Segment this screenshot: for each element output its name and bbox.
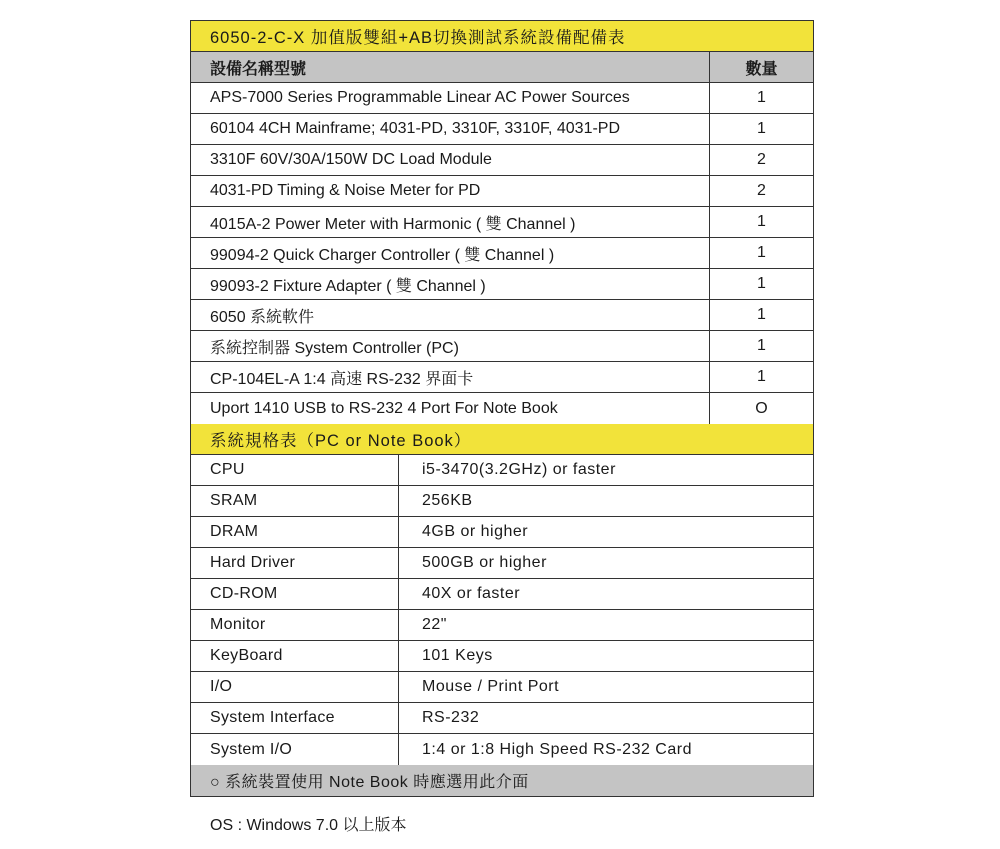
- spec-value: 22": [422, 616, 447, 633]
- spec-key: Hard Driver: [191, 548, 399, 578]
- equipment-name: APS-7000 Series Programmable Linear AC Power Sources: [191, 83, 710, 113]
- equipment-qty: 1: [757, 275, 766, 292]
- spec-row: [191, 579, 813, 610]
- spec-row: [191, 517, 813, 548]
- equipment-header-row: [191, 52, 813, 83]
- equipment-spec-sheet: [190, 20, 814, 797]
- spec-key: SRAM: [191, 486, 399, 516]
- equipment-row: [191, 238, 813, 269]
- spec-rows: [191, 455, 813, 765]
- equipment-name: 系統控制器 System Controller (PC): [191, 331, 710, 361]
- spec-key: DRAM: [191, 517, 399, 547]
- spec-value: 500GB or higher: [422, 554, 547, 571]
- spec-row: [191, 734, 813, 765]
- equipment-qty: 2: [757, 182, 766, 199]
- equipment-qty: 1: [757, 337, 766, 354]
- spec-value: 256KB: [422, 492, 473, 509]
- equipment-row: [191, 269, 813, 300]
- os-requirement-note: OS : Windows 7.0 以上版本: [210, 817, 407, 834]
- equipment-qty: O: [755, 399, 768, 417]
- header-equipment-name: 設備名稱型號: [191, 52, 710, 82]
- spec-title: 系統規格表（PC or Note Book）: [191, 424, 813, 454]
- spec-value: 1:4 or 1:8 High Speed RS-232 Card: [422, 740, 692, 758]
- equipment-qty: 2: [757, 151, 766, 168]
- equipment-row: [191, 114, 813, 145]
- equipment-row: [191, 393, 813, 424]
- equipment-row: [191, 207, 813, 238]
- spec-value: 40X or faster: [422, 585, 521, 602]
- equipment-qty: 1: [757, 120, 766, 137]
- spec-key: System I/O: [191, 734, 399, 765]
- equipment-row: [191, 145, 813, 176]
- equipment-row: [191, 176, 813, 207]
- equipment-name: 6050 系統軟件: [191, 300, 710, 330]
- equipment-qty: 1: [757, 368, 766, 385]
- spec-value: RS-232: [422, 709, 480, 726]
- spec-row: [191, 672, 813, 703]
- equipment-rows: [191, 83, 813, 424]
- equipment-name: Uport 1410 USB to RS-232 4 Port For Note Book: [191, 393, 710, 424]
- spec-row: [191, 703, 813, 734]
- sheet-title: 6050-2-C-X 加值版雙組+AB切換測試系統設備配備表: [191, 21, 813, 51]
- spec-row: [191, 548, 813, 579]
- title-row: [191, 21, 813, 52]
- footnote-row: [191, 765, 813, 796]
- spec-value: Mouse / Print Port: [422, 678, 560, 695]
- equipment-name: 99093-2 Fixture Adapter ( 雙 Channel ): [191, 269, 710, 299]
- spec-row: [191, 610, 813, 641]
- spec-row: [191, 641, 813, 672]
- spec-key: Monitor: [191, 610, 399, 640]
- equipment-name: 4015A-2 Power Meter with Harmonic ( 雙 Channel ): [191, 207, 710, 237]
- equipment-qty: 1: [757, 306, 766, 323]
- equipment-row: [191, 300, 813, 331]
- equipment-row: [191, 331, 813, 362]
- equipment-row: [191, 362, 813, 393]
- spec-row: [191, 486, 813, 517]
- equipment-name: CP-104EL-A 1:4 高速 RS-232 界面卡: [191, 362, 710, 392]
- equipment-row: [191, 83, 813, 114]
- equipment-qty: 1: [757, 89, 766, 106]
- spec-key: CPU: [191, 455, 399, 485]
- equipment-name: 99094-2 Quick Charger Controller ( 雙 Channel ): [191, 238, 710, 268]
- spec-key: I/O: [191, 672, 399, 702]
- spec-value: 101 Keys: [422, 647, 493, 664]
- spec-value: 4GB or higher: [422, 523, 529, 540]
- spec-row: [191, 455, 813, 486]
- interface-footnote: ○ 系統裝置使用 Note Book 時應選用此介面: [191, 765, 813, 796]
- equipment-name: 4031-PD Timing & Noise Meter for PD: [191, 176, 710, 206]
- equipment-name: 60104 4CH Mainframe; 4031-PD, 3310F, 3310F, 4031-PD: [191, 114, 710, 144]
- spec-key: System Interface: [191, 703, 399, 733]
- header-quantity: 數量: [710, 52, 813, 82]
- equipment-qty: 1: [757, 213, 766, 230]
- spec-key: KeyBoard: [191, 641, 399, 671]
- spec-value: i5-3470(3.2GHz) or faster: [422, 461, 616, 478]
- equipment-qty: 1: [757, 244, 766, 261]
- spec-key: CD-ROM: [191, 579, 399, 609]
- equipment-name: 3310F 60V/30A/150W DC Load Module: [191, 145, 710, 175]
- spec-title-row: [191, 424, 813, 455]
